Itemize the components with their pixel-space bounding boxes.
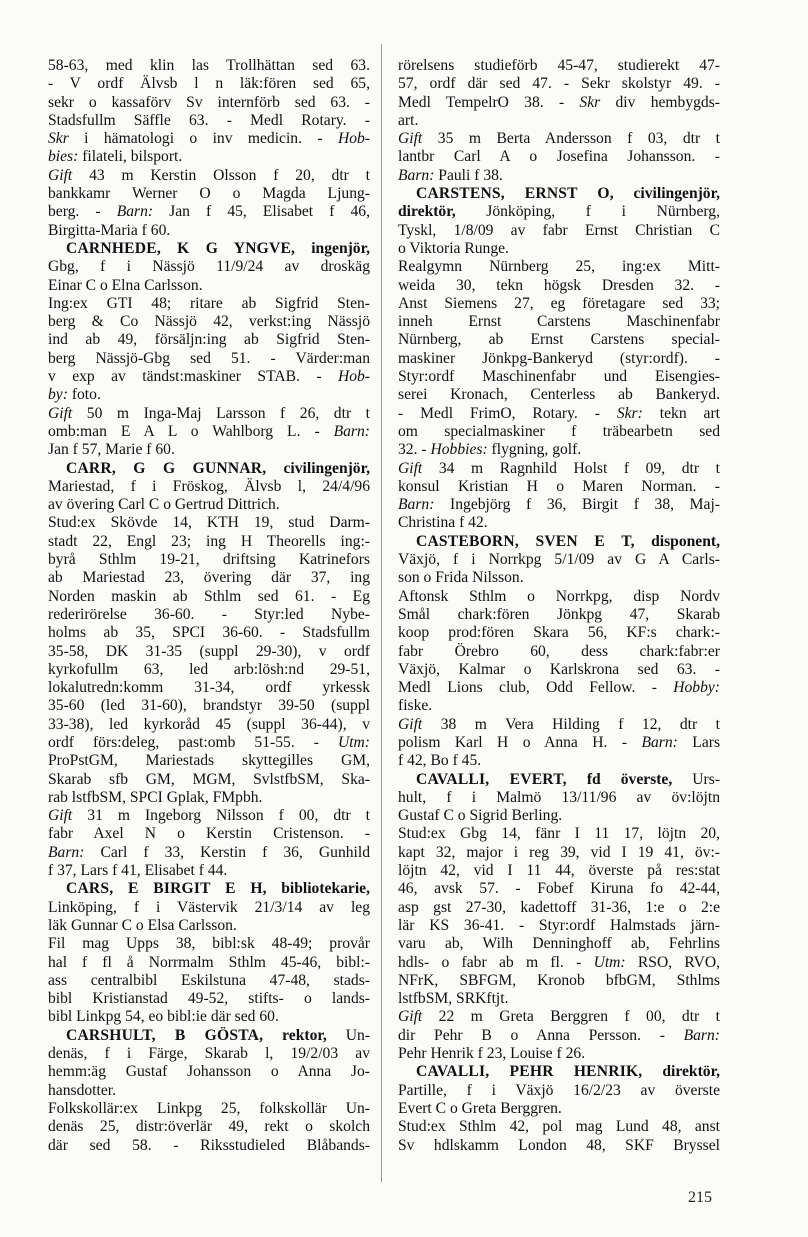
text-line: av övering Carl C o Gertrud Dittrich. <box>48 496 280 514</box>
text-line: f 42, Bo f 45. <box>398 752 482 770</box>
text-line: lär KS 36-41. - Styr:ordf Halmstads järn- <box>398 916 720 934</box>
entry-heading: CAVALLI, EVERT, fd överste, Urs- <box>416 770 720 788</box>
text-line: NFrK, SBFGM, Kronob bfbGM, Sthlms <box>398 971 720 989</box>
entry-heading: CAVALLI, PEHR HENRIK, direktör, <box>416 1063 720 1081</box>
text-line: Gift 38 m Vera Hilding f 12, dtr t <box>398 715 720 733</box>
text-line: v exp av tändst:maskiner STAB. - Hob- <box>48 368 370 386</box>
entry-heading: CARNHEDE, K G YNGVE, ingenjör, <box>66 239 370 257</box>
text-line: - V ordf Älvsb l n läk:fören sed 65, <box>48 75 370 93</box>
text-line: Mariestad, f i Fröskog, Älvsb l, 24/4/96 <box>48 477 370 495</box>
left-column <box>48 57 370 1155</box>
text-line: Stadsfullm Säffle 63. - Medl Rotary. - <box>48 111 370 129</box>
text-line: läk Gunnar C o Elsa Carlsson. <box>48 916 237 934</box>
text-line: fabr Axel N o Kerstin Cristenson. - <box>48 825 370 843</box>
text-line: Barn: Carl f 33, Kerstin f 36, Gunhild <box>48 843 370 861</box>
text-line: där sed 58. - Riksstudieled Blåbands- <box>48 1136 370 1154</box>
text-line: ProPstGM, Mariestads skyttegilles GM, <box>48 752 370 770</box>
text-line: ordf förs:deleg, past:omb 51-55. - Utm: <box>48 733 370 751</box>
text-line: Gift 43 m Kerstin Olsson f 20, dtr t <box>48 166 370 184</box>
text-line: Gift 35 m Berta Andersson f 03, dtr t <box>398 130 720 148</box>
text-line: Folkskollär:ex Linkpg 25, folkskollär Un- <box>48 1099 370 1117</box>
text-line: Stud:ex Gbg 14, fänr I 11 17, löjtn 20, <box>398 825 720 843</box>
entry-heading: CARR, G G GUNNAR, civilingenjör, <box>66 459 370 477</box>
text-line: berg. - Barn: Jan f 45, Elisabet f 46, <box>48 203 370 221</box>
text-line: lokalutredn:komm 31-34, ordf yrkessk <box>48 679 370 697</box>
text-line: Nürnberg, ab Ernst Carstens special- <box>398 331 720 349</box>
text-line: 35-58, DK 31-35 (suppl 29-30), v ordf <box>48 642 370 660</box>
text-line: Skr i hämatologi o inv medicin. - Hob- <box>48 130 370 148</box>
text-line: Fil mag Upps 38, bibl:sk 48-49; provår <box>48 935 370 953</box>
text-line: Gift 22 m Greta Berggren f 00, dtr t <box>398 1008 720 1026</box>
text-line: Gbg, f i Nässjö 11/9/24 av droskäg <box>48 258 370 276</box>
column-divider <box>381 44 382 1182</box>
text-line: son o Frida Nilsson. <box>398 569 524 587</box>
text-line: Anst Siemens 27, eg företagare sed 33; <box>398 294 720 312</box>
text-line: f 37, Lars f 41, Elisabet f 44. <box>48 862 228 880</box>
text-line: Birgitta-Maria f 60. <box>48 221 171 239</box>
text-line: hult, f i Malmö 13/11/96 av öv:löjtn <box>398 788 720 806</box>
text-line: hemm:äg Gustaf Johansson o Anna Jo- <box>48 1063 370 1081</box>
page-number: 215 <box>688 1189 712 1206</box>
text-line: 32. - Hobbies: flygning, golf. <box>398 441 582 459</box>
text-line: löjtn 42, vid I 11 44, överste på res:stat <box>398 862 720 880</box>
text-line: Växjö, f i Norrkpg 5/1/09 av G A Carls- <box>398 551 720 569</box>
text-line: asp gst 27-30, kadettoff 31-36, 1:e o 2:e <box>398 898 720 916</box>
text-line: stadt 22, Engl 23; ing H Theorells ing:- <box>48 532 370 550</box>
text-line: 35-60 (led 31-60), brandstyr 39-50 (suppl <box>48 697 370 715</box>
text-line: Växjö, Kalmar o Karlskrona sed 63. - <box>398 660 720 678</box>
entry-heading: CARS, E BIRGIT E H, bibliotekarie, <box>66 880 370 898</box>
text-line: Gift 34 m Ragnhild Holst f 09, dtr t <box>398 459 720 477</box>
text-line: Gift 31 m Ingeborg Nilsson f 00, dtr t <box>48 807 370 825</box>
text-line: Medl TempelrO 38. - Skr div hembygds- <box>398 93 720 111</box>
text-line: by: foto. <box>48 386 101 404</box>
text-line: Einar C o Elna Carlsson. <box>48 276 203 294</box>
text-line: Tyskl, 1/8/09 av fabr Ernst Christian C <box>398 221 720 239</box>
text-line: Linköping, f i Västervik 21/3/14 av leg <box>48 898 370 916</box>
text-line: Partille, f i Växjö 16/2/23 av överste <box>398 1081 720 1099</box>
text-line: omb:man E A L o Wahlborg L. - Barn: <box>48 422 370 440</box>
text-line: fiske. <box>398 697 433 715</box>
text-line: ass centralbibl Eskilstuna 47-48, stads- <box>48 971 370 989</box>
text-line: om specialmaskiner f träbearbetn sed <box>398 422 720 440</box>
text-line: kyrkofullm 63, led arb:lösh:nd 29-51, <box>48 660 370 678</box>
text-line: hdls- o fabr ab m fl. - Utm: RSO, RVO, <box>398 953 720 971</box>
text-line: denäs, f i Färge, Skarab l, 19/2/03 av <box>48 1045 370 1063</box>
text-line: koop prod:fören Skara 56, KF:s chark:- <box>398 624 720 642</box>
text-line: kapt 32, major i reg 39, vid I 19 41, öv:- <box>398 843 720 861</box>
text-line: bibl Kristianstad 49-52, stifts- o lands- <box>48 990 370 1008</box>
text-line: Barn: Pauli f 38. <box>398 166 503 184</box>
text-line: ab Mariestad 23, övering där 37, ing <box>48 569 370 587</box>
text-line: Medl Lions club, Odd Fellow. - Hobby: <box>398 679 720 697</box>
text-line: weida 30, tekn högsk Dresden 32. - <box>398 276 720 294</box>
text-line: dir Pehr B o Anna Persson. - Barn: <box>398 1026 720 1044</box>
text-line: denäs 25, distr:överlär 49, rekt o skolch <box>48 1118 370 1136</box>
text-line: lstfbSM, SRKftjt. <box>398 990 509 1008</box>
text-line: ind ab 49, försäljn:ing ab Sigfrid Sten- <box>48 331 370 349</box>
text-line: Stud:ex Sthlm 42, pol mag Lund 48, anst <box>398 1118 720 1136</box>
text-line: berg Nässjö-Gbg sed 51. - Värder:man <box>48 349 370 367</box>
text-line: fabr Örebro 60, dess chark:fabr:er <box>398 642 720 660</box>
text-line: Gift 50 m Inga-Maj Larsson f 26, dtr t <box>48 404 370 422</box>
text-line: 46, avsk 57. - Fobef Kiruna fo 42-44, <box>398 880 720 898</box>
text-line: Skarab sfb GM, MGM, SvlstfbSM, Ska- <box>48 770 370 788</box>
text-line: rörelsens studieförb 45-47, studierekt 47- <box>398 57 720 74</box>
text-line: direktör, Jönköping, f i Nürnberg, <box>398 203 720 221</box>
text-line: hal f fl å Norrmalm Sthlm 45-46, bibl:- <box>48 953 370 971</box>
text-line: 33-38), led kyrkoråd 45 (suppl 36-44), v <box>48 715 370 733</box>
text-line: rederirörelse 36-60. - Styr:led Nybe- <box>48 605 370 623</box>
entry-heading: CARSTENS, ERNST O, civilingenjör, <box>416 185 720 203</box>
text-line: varu ab, Wilh Denninghoff ab, Fehrlins <box>398 935 720 953</box>
entry-heading: CARSHULT, B GÖSTA, rektor, Un- <box>66 1026 370 1044</box>
text-line: Sv hdlskamm London 48, SKF Bryssel <box>398 1136 720 1154</box>
text-line: Jan f 57, Marie f 60. <box>48 441 175 459</box>
text-line: inneh Ernst Carstens Maschinenfabr <box>398 313 720 331</box>
text-line: - Medl FrimO, Rotary. - Skr: tekn art <box>398 404 720 422</box>
text-line: hansdotter. <box>48 1081 116 1099</box>
text-line: sekr o kassaförv Sv internförb sed 63. - <box>48 93 370 111</box>
text-line: lantbr Carl A o Josefina Johansson. - <box>398 148 720 166</box>
text-line: byrå Sthlm 19-21, driftsing Katrinefors <box>48 551 370 569</box>
text-line: Barn: Ingebjörg f 36, Birgit f 38, Maj- <box>398 496 720 514</box>
text-line: bankkamr Werner O o Magda Ljung- <box>48 185 370 203</box>
text-line: 58-63, med klin las Trollhättan sed 63. <box>48 57 370 74</box>
text-line: o Viktoria Runge. <box>398 239 509 257</box>
text-line: konsul Kristian H o Maren Norman. - <box>398 477 720 495</box>
text-line: maskiner Jönkpg-Bankeryd (styr:ordf). - <box>398 349 720 367</box>
text-line: polism Karl H o Anna H. - Barn: Lars <box>398 733 720 751</box>
text-line: Ing:ex GTI 48; ritare ab Sigfrid Sten- <box>48 294 370 312</box>
text-line: Evert C o Greta Berggren. <box>398 1099 562 1117</box>
text-line: rab lstfbSM, SPCI Gplak, FMpbh. <box>48 788 263 806</box>
text-line: 57, ordf där sed 47. - Sekr skolstyr 49. - <box>398 75 720 93</box>
text-line: Realgymn Nürnberg 25, ing:ex Mitt- <box>398 258 720 276</box>
text-line: Norden maskin ab Sthlm sed 61. - Eg <box>48 587 370 605</box>
text-line: Pehr Henrik f 23, Louise f 26. <box>398 1045 586 1063</box>
text-line: Aftonsk Sthlm o Norrkpg, disp Nordv <box>398 587 720 605</box>
text-line: Stud:ex Skövde 14, KTH 19, stud Darm- <box>48 514 370 532</box>
text-line: berg & Co Nässjö 42, verkst:ing Nässjö <box>48 313 370 331</box>
text-line: bies: filateli, bilsport. <box>48 148 183 166</box>
right-column <box>398 57 720 1155</box>
text-line: art. <box>398 111 419 129</box>
text-line: Gustaf C o Sigrid Berling. <box>398 807 563 825</box>
text-line: Christina f 42. <box>398 514 488 532</box>
entry-heading: CASTEBORN, SVEN E T, disponent, <box>416 532 720 550</box>
text-line: holms ab 35, SPCI 36-60. - Stadsfullm <box>48 624 370 642</box>
text-line: bibl Linkpg 54, eo bibl:ie där sed 60. <box>48 1008 279 1026</box>
text-line: Styr:ordf Maschinenfabr und Eisengies- <box>398 368 720 386</box>
text-line: serei Kronach, Centerless ab Bankeryd. <box>398 386 720 404</box>
text-line: Smål chark:fören Jönkpg 47, Skarab <box>398 605 720 623</box>
